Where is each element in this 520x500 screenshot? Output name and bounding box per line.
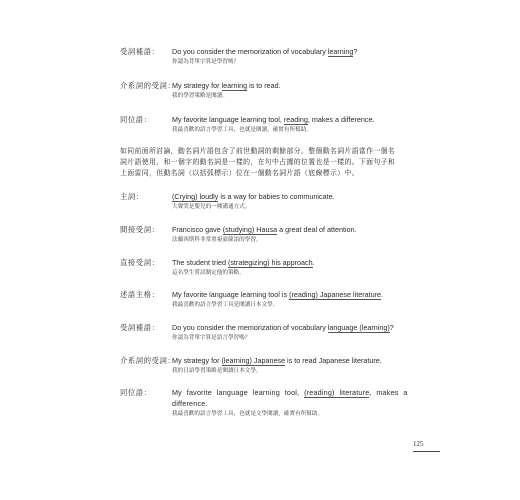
sentence-text: Francisco gave — [172, 225, 223, 234]
entry-label: 同位語： — [120, 115, 152, 124]
entry-label: 主詞： — [120, 192, 144, 201]
entry-label: 受詞補語： — [120, 47, 160, 56]
sentence-text: My favorite language learning tool, — [172, 388, 305, 397]
sentence-text: , makes a difference. — [307, 115, 375, 124]
entry-chinese: 我最喜歡的語言學習工具是閱讀日本文學。 — [172, 302, 279, 308]
entry-english — [172, 323, 394, 332]
sentence-text: ? — [389, 323, 394, 332]
entry-english — [172, 290, 383, 299]
underlined-phrase: (studying) Hausa — [222, 225, 278, 234]
entry-chinese: 大聲哭是嬰兒的一種溝通方式。 — [172, 204, 251, 210]
underlined-phrase: (learning) Japanese — [221, 356, 286, 365]
underlined-phrase: (reading) literature — [304, 388, 370, 397]
entry-english — [172, 47, 357, 56]
sentence-text: is to read. — [247, 81, 281, 90]
entry-chinese: 法蘭西斯科非常重視豪薩語的學習。 — [172, 237, 262, 243]
entry-chinese: 這名學生嘗試制定他的策略。 — [172, 270, 245, 276]
sentence-text: , makes a — [369, 388, 408, 397]
entry-english — [172, 192, 335, 201]
underlined-phrase: reading — [283, 115, 308, 124]
sentence-text: My favorite language learning tool is — [172, 290, 290, 299]
entry-chinese: 你認為背單字算是學習嗎？ — [172, 59, 240, 65]
entry-label: 述語主格： — [120, 290, 160, 299]
underlined-phrase: learning — [327, 47, 354, 56]
sentence-text: My strategy for — [172, 356, 222, 365]
entry-chinese: 我最喜歡的語言學習工具，也就是閱讀，確實有所幫助。 — [172, 127, 312, 133]
sentence-text: My favorite language learning tool, — [172, 115, 284, 124]
page-number: 125 — [413, 440, 424, 448]
sentence-text: The student tried — [172, 258, 228, 267]
entry-label: 同位語： — [120, 388, 152, 397]
sentence-text: Do you consider the memorization of vocabulary — [172, 47, 328, 56]
entry-chinese: 我的日語學習策略是閱讀日本文學。 — [172, 368, 262, 374]
sentence-text: is to read Japanese literature. — [285, 356, 382, 365]
sentence-text: . — [312, 258, 315, 267]
underlined-phrase: (strategizing) his approach — [227, 258, 313, 267]
entry-chinese: 你認為背單字算是語言學習嗎？ — [172, 335, 251, 341]
entry-english — [172, 356, 382, 365]
entry-english-line-1 — [172, 388, 408, 399]
entry-label: 介系詞的受詞： — [120, 81, 176, 90]
entry-label: 受詞補語： — [120, 323, 160, 332]
entry-label: 直接受詞： — [120, 258, 160, 267]
sentence-text: ? — [353, 47, 358, 56]
entry-english — [172, 225, 357, 234]
entry-english — [172, 388, 408, 409]
sentence-text: My strategy for — [172, 81, 222, 90]
explanation-paragraph: 如同前面所討論，動名詞片語包含了前世動詞的剩餘部分。整個動名詞片語當作一個名詞片語使用，和一個字的動名詞是一樣的，在句中占據的位置也是一樣的。下面句子和上面雷同，但動名詞（以括弧標示）位在一個動名詞片語（底線標示）中。 — [120, 148, 396, 177]
sentence-text: is a way for babies to communicate. — [218, 192, 335, 201]
underlined-phrase: language (learning) — [327, 323, 390, 332]
entry-english — [172, 258, 315, 267]
entry-english — [172, 115, 374, 124]
sentence-text: . — [380, 290, 383, 299]
underlined-phrase: learning — [221, 81, 248, 90]
underlined-phrase: (reading) Japanese literature — [289, 290, 381, 299]
sentence-text: a great deal of attention. — [277, 225, 357, 234]
entry-label: 間接受詞： — [120, 225, 160, 234]
entry-chinese: 我的學習策略是閱讀。 — [172, 93, 228, 99]
entry-label: 介系詞的受詞： — [120, 356, 176, 365]
entry-english — [172, 81, 281, 90]
sentence-text: Do you consider the memorization of vocabulary — [172, 323, 328, 332]
entry-english-line-2: difference. — [172, 398, 208, 408]
page-number-rule — [413, 451, 440, 452]
underlined-phrase: (Crying) loudly — [172, 192, 219, 201]
entry-chinese: 我最喜歡的語言學習工具，也就是文學閱讀，確實有所幫助。 — [172, 411, 324, 417]
